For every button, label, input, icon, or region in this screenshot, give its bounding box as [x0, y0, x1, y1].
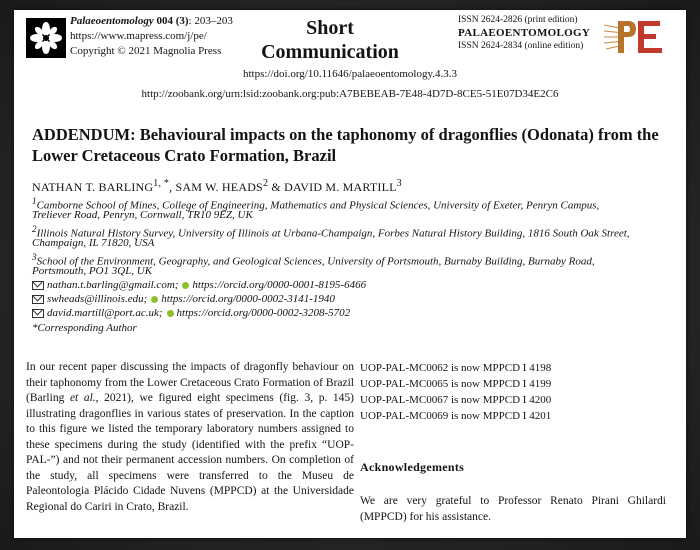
affiliation-3-number: 3: [32, 252, 37, 262]
issn-print: ISSN 2624-2826 (print edition): [458, 15, 578, 25]
publisher-url[interactable]: https://www.mapress.com/j/pe/: [70, 30, 207, 42]
journal-volume: 004 (3): [156, 15, 189, 27]
issn-block: [458, 14, 590, 53]
journal-pages: : 203–203: [188, 15, 233, 27]
affiliation-1-line-2: Treliever Road, Penryn, Cornwall, TR10 9EZ, UK: [32, 209, 253, 221]
author-3: DAVID M. MARTILL: [284, 180, 397, 194]
orcid-1[interactable]: https://orcid.org/0000-0001-8195-6466: [192, 279, 367, 291]
affiliation-2-text: Illinois Natural History Survey, University of Illinois at Urbana-Champaign, Forbes Natural History Building, 1816 South Oak Street,: [36, 227, 630, 240]
journal-caps-name: PALAEOENTOMOLOGY: [458, 27, 591, 39]
acknowledgements-text: We are very grateful to Professor Renato Pirani Ghilardi (MPPCD) for his assistance.: [360, 495, 666, 523]
article-title: ADDENDUM: Behavioural impacts on the taphonomy of dragonflies (Odonata) from the Lower Cretaceous Crato Formation, Brazil: [32, 125, 659, 165]
corresponding-author-note: *Corresponding Author: [32, 322, 137, 334]
author-list: [32, 178, 402, 195]
affiliation-1-text: Camborne School of Mines, College of Engineering, Mathematics and Physical Sciences, University of Exeter, Penryn Campus,: [36, 199, 600, 212]
contact-row-1: [32, 278, 366, 292]
orcid-icon: [182, 282, 189, 289]
body-et-al: et al.: [69, 392, 96, 404]
journal-name: Palaeoentomology: [70, 15, 154, 27]
body-part-1: In our recent paper discussing the impacts of dragonfly behaviour on their taphonomy from the Lower Cretaceous Crato Formation of Brazil (Barling: [26, 361, 354, 404]
author-separator-1: ,: [169, 180, 176, 194]
zoobank-link[interactable]: http://zoobank.org/urn:lsid:zoobank.org:pub:A7BEBEAB-7E48-4D7D-8CE5-51E07D34E2C6: [141, 88, 559, 100]
affiliation-1-number: 1: [32, 196, 37, 206]
specimen-mapping-3: UOP-PAL-MC0067 is now MPPCD I 4200: [360, 394, 552, 406]
email-2[interactable]: swheads@illinois.edu;: [47, 293, 148, 305]
author-2-marks: 2: [262, 178, 269, 189]
palaeoentomology-logo-icon: [604, 17, 668, 55]
acknowledgements-heading: Acknowledgements: [360, 460, 465, 474]
email-1[interactable]: nathan.t.barling@gmail.com;: [47, 279, 179, 291]
email-3[interactable]: david.martill@port.ac.uk;: [47, 307, 163, 319]
email-icon: [32, 281, 44, 290]
email-icon: [32, 309, 44, 318]
body-paragraph: [26, 360, 354, 515]
article-type-line-2: Communication: [261, 41, 399, 63]
author-1: NATHAN T. BARLING: [32, 180, 154, 194]
author-3-marks: 3: [396, 178, 402, 189]
author-separator-2: &: [268, 180, 285, 194]
issn-online: ISSN 2624-2834 (online edition): [458, 41, 584, 51]
orcid-3[interactable]: https://orcid.org/0000-0002-3208-5702: [176, 307, 351, 319]
affiliation-2-line-2: Champaign, IL 71820, USA: [32, 237, 155, 249]
affiliation-2-number: 2: [32, 224, 37, 234]
specimen-mapping-2: UOP-PAL-MC0065 is now MPPCD I 4199: [360, 378, 552, 390]
article-type: [260, 16, 400, 64]
orcid-icon: [167, 310, 174, 317]
doi-link[interactable]: https://doi.org/10.11646/palaeoentomology.4.3.3: [242, 68, 458, 80]
author-2: SAM W. HEADS: [175, 180, 263, 194]
affiliation-3-text: School of the Environment, Geography, and Geological Sciences, University of Portsmouth, Burnaby Building, Burnaby Road,: [36, 255, 595, 268]
article-type-line-1: Short: [306, 17, 354, 39]
copyright: Copyright © 2021 Magnolia Press: [70, 45, 222, 57]
author-1-marks: 1, *: [153, 178, 170, 189]
email-icon: [32, 295, 44, 304]
affiliation-3-line-2: Portsmouth, PO1 3QL, UK: [32, 265, 153, 277]
contact-row-2: [32, 292, 335, 306]
contact-row-3: [32, 306, 350, 320]
body-part-2: , 2021), we figured eight specimens (fig. 3, p. 145) illustrating dragonflies in various states of preservation. In the caption to this figure we listed the temporary laboratory numbers assigned to these specimens during the study (identified with the prefix “UOP-PAL-”) and not their permanent accession numbers. On completion of the study, all specimens were transferred to the Museu de Paleontologia Plácido Cidade Nuvens (MPPCD) at the Universidade Regional do Cariri in Crato, Brazil.: [26, 392, 355, 513]
journal-info: [70, 14, 233, 59]
specimen-mapping-1: UOP-PAL-MC0062 is now MPPCD I 4198: [360, 362, 552, 374]
magnolia-press-logo-icon: [26, 18, 66, 58]
paper-page: [14, 10, 686, 538]
specimen-mapping-4: UOP-PAL-MC0069 is now MPPCD I 4201: [360, 410, 552, 422]
orcid-icon: [151, 296, 158, 303]
orcid-2[interactable]: https://orcid.org/0000-0002-3141-1940: [161, 293, 335, 305]
